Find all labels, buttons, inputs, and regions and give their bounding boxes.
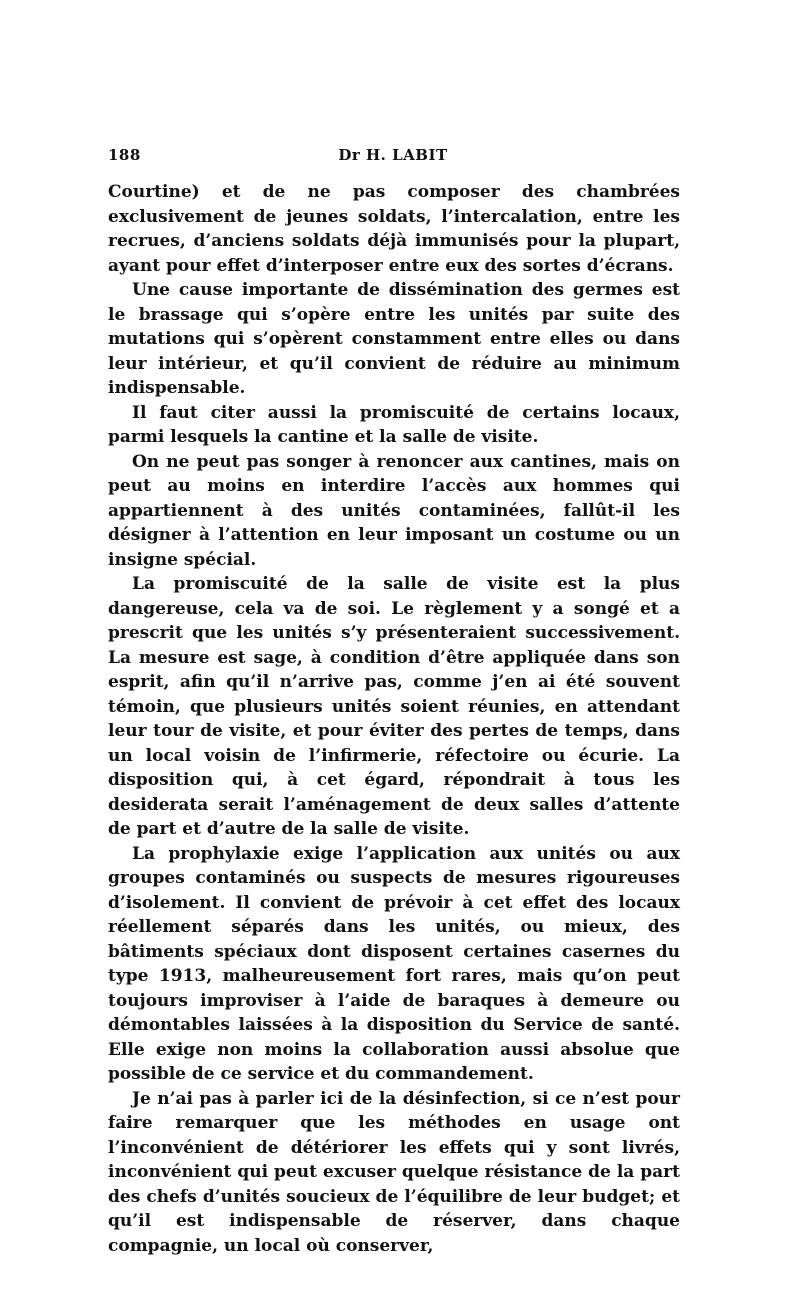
body-text — [108, 180, 680, 1258]
paragraph-3: Il faut citer aussi la promiscuité de certains locaux, parmi lesquels la cantine et la salle de visite. — [108, 402, 680, 447]
paragraph-1: Courtine) et de ne pas composer des chambrées exclusivement de jeunes soldats, l’intercalation, entre les recrues, d’anciens soldats déjà immunisés pour la plupart, ayant pour effet d’interposer entre eux des sortes d’écrans. — [108, 182, 680, 276]
paragraph-2: Une cause importante de dissémination des germes est le brassage qui s’opère entre les unités par suite des mutations qui s’opèrent constamment entre elles ou dans leur intérieur, et qu’il convient de réduire au minimum indispensable. — [108, 280, 680, 398]
page-number: 188 — [108, 146, 141, 164]
paragraph-7: Je n’ai pas à parler ici de la désinfection, si ce n’est pour faire remarquer que les méthodes en usage ont l’inconvénient de détériorer les effets qui y sont livrés, inconvénient qui peut excuser quelque résistance de la part des chefs d’unités soucieux de l’équilibre de leur budget; et qu’il est indispensable de réserver, dans chaque compagnie, un local où conserver, — [108, 1088, 680, 1256]
running-head — [108, 146, 678, 168]
paragraph-5: La promiscuité de la salle de visite est la plus dangereuse, cela va de soi. Le règlement y a songé et a prescrit que les unités s’y présenteraient successivement. La mesure est sage, à condition d’être appliquée dans son esprit, afin qu’il n’arrive pas, comme j’en ai été souvent témoin, que plusieurs unités soient réunies, en attendant leur tour de visite, et pour éviter des pertes de temps, dans un local voisin de l’infirmerie, réfectoire ou écurie. La disposition qui, à cet égard, répondrait à tous les desiderata serait l’aménagement de deux salles d’attente de part et d’autre de la salle de visite. — [108, 574, 680, 839]
paragraph-6: La prophylaxie exige l’application aux unités ou aux groupes contaminés ou suspects de mesures rigoureuses d’isolement. Il convient de prévoir à cet effet des locaux réellement séparés dans les unités, ou mieux, des bâtiments spéciaux dont disposent certaines casernes du type 1913, malheureusement fort rares, mais qu’on peut toujours improviser à l’aide de baraques à demeure ou démontables laissées à la disposition du Service de santé. Elle exige non moins la collaboration aussi absolue que possible de ce service et du commandement. — [108, 843, 680, 1084]
paragraph-4: On ne peut pas songer à renoncer aux cantines, mais on peut au moins en interdire l’accès aux hommes qui appartiennent à des unités contaminées, fallût-il les désigner à l’attention en leur imposant un costume ou un insigne spécial. — [108, 451, 680, 570]
author-heading: Dr H. LABIT — [338, 146, 448, 164]
